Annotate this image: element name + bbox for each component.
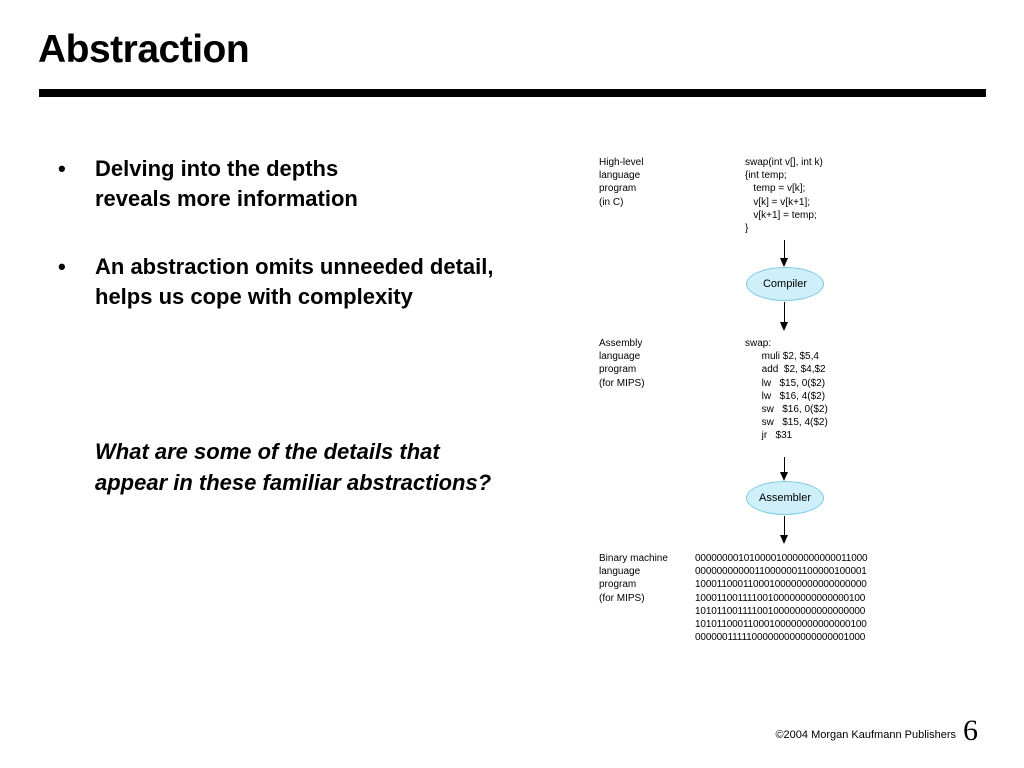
arrow-down-icon [780, 258, 788, 267]
bullet-text-line: reveals more information [95, 186, 358, 211]
code-line: 00000011111000000000000000001000 [695, 632, 866, 644]
compiler-node: Compiler [746, 267, 824, 301]
bullet-list [58, 154, 578, 350]
c-source-code [745, 156, 823, 235]
title-underline [39, 89, 986, 97]
arrow-down-icon [780, 472, 788, 481]
copyright-icon: © [775, 729, 784, 741]
binary-code [695, 552, 867, 644]
code-line: {int temp; [745, 170, 787, 182]
question-line: appear in these familiar abstractions? [95, 470, 492, 495]
label-line: (for MIPS) [599, 377, 645, 389]
code-line: lw $16, 4($2) [745, 390, 826, 402]
label-line: High-level [599, 157, 644, 168]
label-line: program [599, 579, 637, 591]
page-number: 6 [963, 714, 978, 747]
code-line: 10001100111100100000000000000100 [695, 592, 866, 604]
bullet-text-line: Delving into the depths [95, 156, 339, 181]
label-line: program [599, 183, 637, 195]
label-line: Binary machine [599, 553, 668, 564]
code-line: 10101100111100100000000000000000 [695, 605, 866, 617]
code-line: add $2, $4,$2 [745, 364, 826, 376]
label-line: language [599, 170, 641, 182]
label-line: Assembly [599, 338, 643, 349]
label-line: language [599, 351, 641, 363]
bullet-text-line: helps us cope with complexity [95, 284, 413, 309]
bullet-item [58, 154, 578, 214]
arrow-shaft [784, 516, 785, 537]
slide-title: Abstraction [38, 28, 250, 71]
code-line: } [745, 223, 749, 235]
code-line: sw $16, 0($2) [745, 404, 828, 416]
assembly-label [599, 337, 645, 390]
arrow-down-icon [780, 322, 788, 331]
code-line: sw $15, 4($2) [745, 417, 828, 429]
question-line: What are some of the details that [95, 439, 440, 464]
code-line: muli $2, $5,4 [745, 351, 819, 363]
label-line: (for MIPS) [599, 592, 645, 604]
code-line: v[k+1] = temp; [745, 209, 817, 221]
assembly-code [745, 337, 828, 443]
bullet-item [58, 252, 578, 312]
code-line: 00000000000110000001100000100001 [695, 566, 867, 578]
arrow-down-icon [780, 535, 788, 544]
copyright-text: 2004 Morgan Kaufmann Publishers [783, 729, 956, 741]
arrow-shaft [784, 240, 785, 260]
label-line: language [599, 566, 641, 578]
bullet-marker: • [58, 156, 66, 181]
bullet-text-line: An abstraction omits unneeded detail, [95, 254, 494, 279]
copyright-footer [775, 729, 956, 741]
bullet-marker: • [58, 254, 66, 279]
code-line: lw $15, 0($2) [745, 377, 826, 389]
label-line: (in C) [599, 196, 624, 208]
code-line: swap(int v[], int k) [745, 157, 823, 168]
code-line: v[k] = v[k+1]; [745, 196, 811, 208]
high-level-label [599, 156, 643, 209]
code-line: temp = v[k]; [745, 183, 806, 195]
assembler-node: Assembler [746, 481, 824, 515]
question-text [95, 436, 491, 498]
label-line: program [599, 364, 637, 376]
binary-label [599, 552, 668, 605]
code-line: 10001100011000100000000000000000 [695, 579, 867, 591]
code-line: 00000000101000010000000000011000 [695, 553, 868, 564]
code-line: 10101100011000100000000000000100 [695, 619, 867, 631]
code-line: swap: [745, 338, 772, 349]
arrow-shaft [784, 302, 785, 324]
code-line: jr $31 [745, 430, 793, 442]
